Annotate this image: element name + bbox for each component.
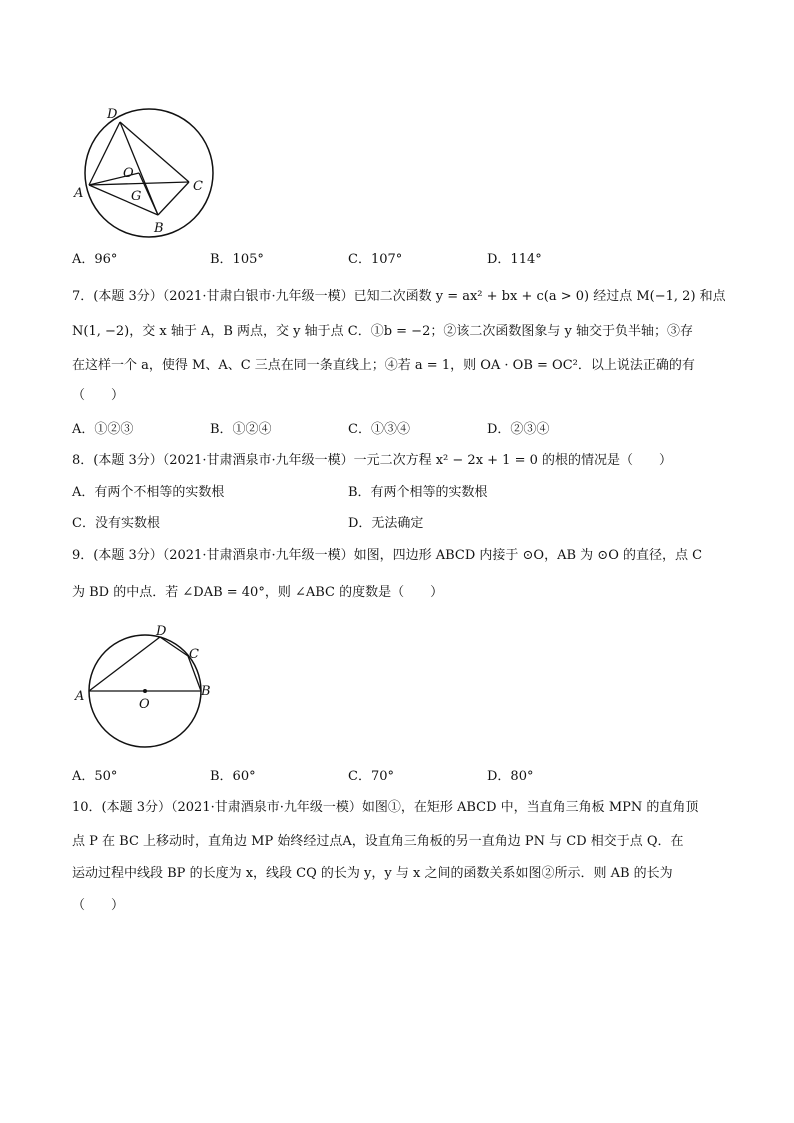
q10-text-line-4: （ ）: [72, 898, 125, 913]
label-a: A: [75, 689, 85, 704]
segment-ad: [89, 122, 120, 185]
q6-option-c: C．107°: [348, 252, 403, 267]
q7-text-line-3: 在这样一个 a，使得 M、A、C 三点在同一条直线上；④若 a = 1，则 OA · OB = OC²．以上说法正确的有: [72, 358, 695, 373]
q7-text-line-4: （ ）: [72, 388, 125, 403]
q6-option-d: D．114°: [487, 252, 542, 267]
q8-text-line-1: 8．(本题 3分）（2021·甘肃酒泉市·九年级一模）一元二次方程 x² − 2x + 1 = 0 的根的情况是（ ）: [72, 453, 673, 468]
q8-option-c: C．没有实数根: [72, 516, 160, 531]
q7-text-line-2: N(1, −2)，交 x 轴于 A，B 两点，交 y 轴于点 C．①b = −2；②该二次函数图象与 y 轴交于负半轴；③存: [72, 324, 693, 339]
label-o: O: [123, 166, 134, 181]
q9-option-d: D．80°: [487, 769, 534, 784]
circle-outline: [85, 109, 213, 237]
label-c: C: [189, 647, 199, 662]
label-a: A: [74, 186, 84, 201]
q8-option-d: D．无法确定: [348, 516, 424, 531]
q6-option-b: B．105°: [210, 252, 264, 267]
circle-figure-2: [70, 622, 220, 752]
center-point: [143, 689, 147, 693]
q9-text-line-2: 为 BD 的中点．若 ∠DAB = 40°，则 ∠ABC 的度数是（ ）: [72, 585, 444, 600]
q9-text-line-1: 9．(本题 3分）（2021·甘肃酒泉市·九年级一模）如图，四边形 ABCD 内接于 ⊙O，AB 为 ⊙O 的直径，点 C: [72, 548, 703, 563]
circle-figure-1: [70, 98, 220, 243]
q7-option-d: D．②③④: [487, 422, 550, 437]
label-c: C: [193, 179, 203, 194]
label-b: B: [201, 684, 211, 699]
segment-ac: [89, 182, 189, 185]
q7-option-b: B．①②④: [210, 422, 272, 437]
q7-option-a: A．①②③: [72, 422, 134, 437]
q10-text-line-1: 10．(本题 3分）（2021·甘肃酒泉市·九年级一模）如图①，在矩形 ABCD 中，当直角三角板 MPN 的直角顶: [72, 800, 699, 815]
label-g: G: [131, 189, 142, 204]
q10-text-line-3: 运动过程中线段 BP 的长度为 x，线段 CQ 的长为 y，y 与 x 之间的函数关系如图②所示．则 AB 的长为: [72, 866, 673, 881]
q7-option-c: C．①③④: [348, 422, 410, 437]
label-b: B: [154, 221, 164, 236]
segment-dc: [160, 637, 188, 656]
segment-ob: [139, 173, 158, 215]
label-d: D: [107, 107, 118, 122]
segment-bc: [158, 182, 189, 215]
q9-option-c: C．70°: [348, 769, 394, 784]
q10-text-line-2: 点 P 在 BC 上移动时，直角边 MP 始终经过点A，设直角三角板的另一直角边 PN 与 CD 相交于点 Q．在: [72, 834, 684, 849]
q9-option-a: A．50°: [72, 769, 118, 784]
label-d: D: [156, 624, 167, 639]
q6-option-a: A．96°: [72, 252, 118, 267]
segment-ad: [89, 637, 160, 691]
q7-text-line-1: 7．(本题 3分）（2021·甘肃白银市·九年级一模）已知二次函数 y = ax² + bx + c(a > 0) 经过点 M(−1, 2) 和点: [72, 289, 726, 304]
q8-option-b: B．有两个相等的实数根: [348, 485, 488, 500]
label-o: O: [139, 697, 150, 712]
q9-option-b: B．60°: [210, 769, 256, 784]
q8-option-a: A．有两个不相等的实数根: [72, 485, 225, 500]
